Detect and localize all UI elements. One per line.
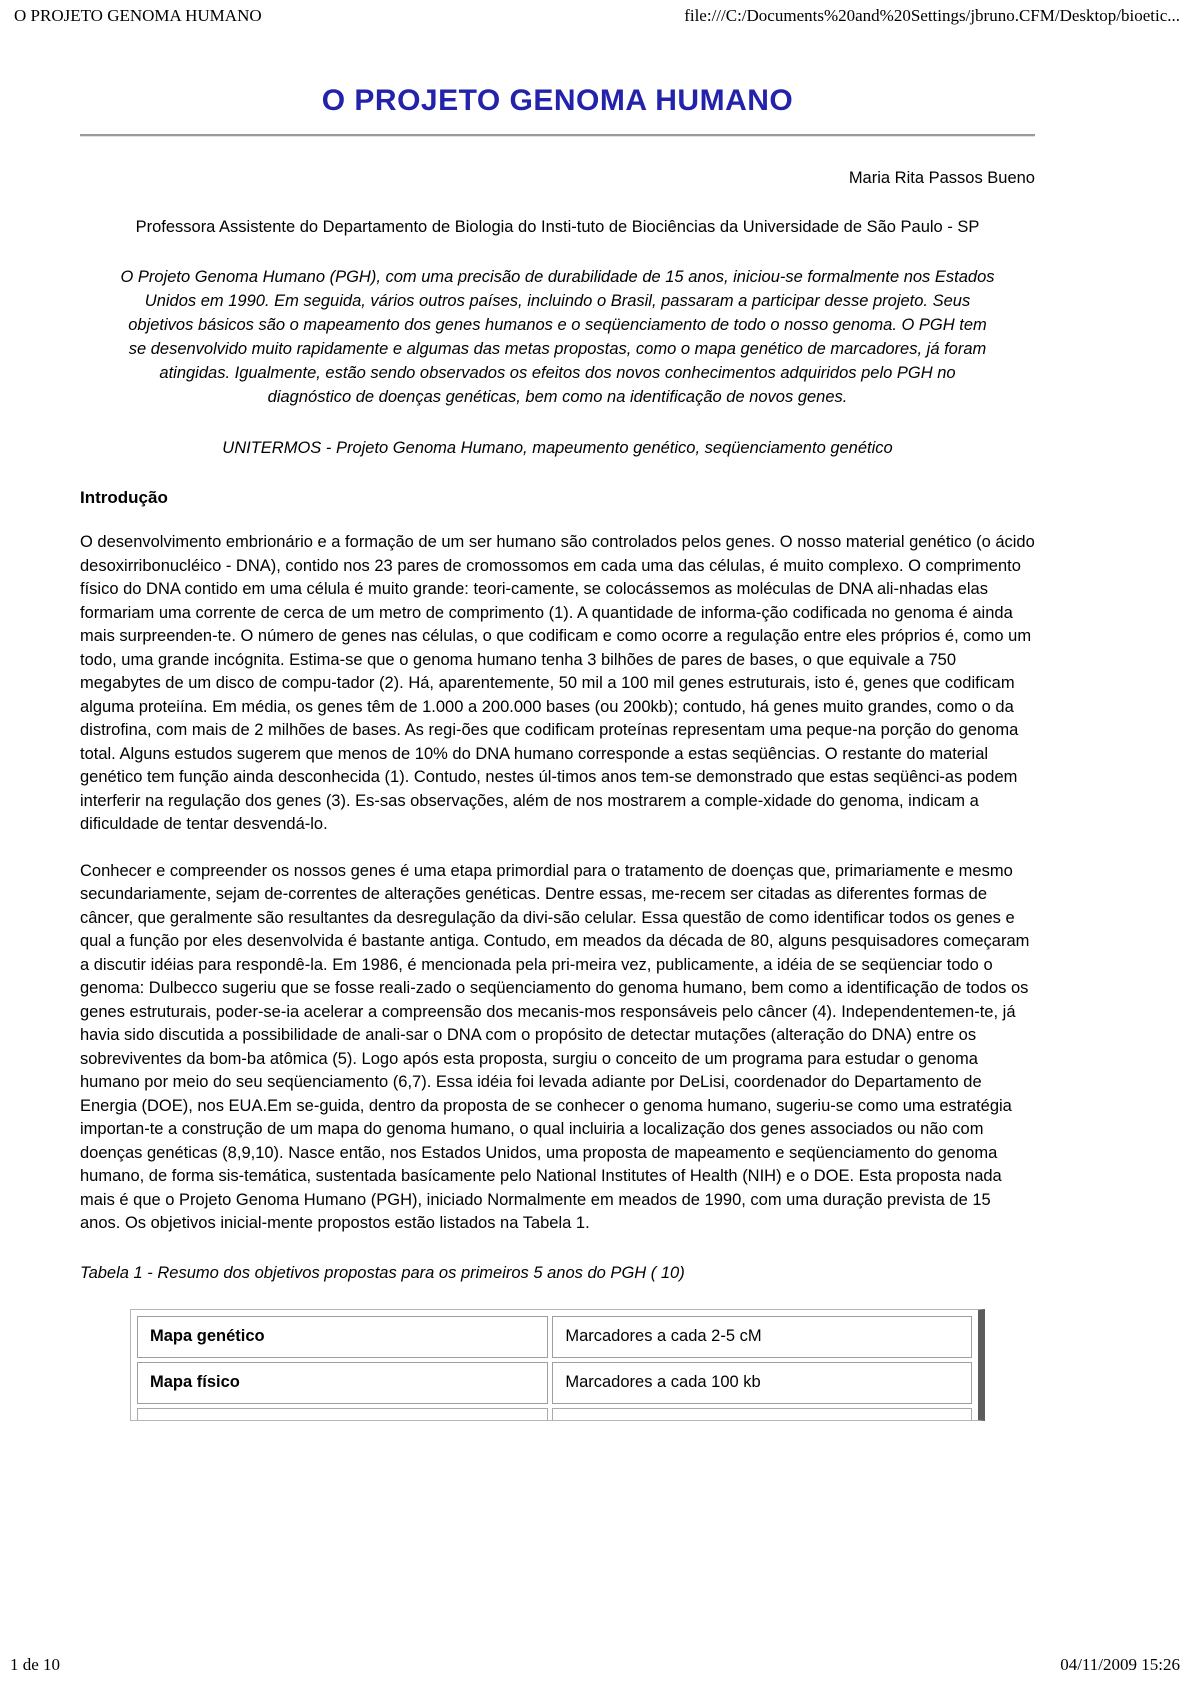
print-header — [14, 6, 1180, 26]
footer-page-number: 1 de 10 — [10, 1655, 61, 1674]
title-divider — [80, 134, 1035, 137]
article-title: O PROJETO GENOMA HUMANO — [321, 84, 794, 117]
table-cell-term — [137, 1408, 548, 1421]
paragraph-2: Conhecer e compreender os nossos genes é uma etapa primordial para o tratamento de doenças que, primariamente e mesmo secundariamente, sejam de-correntes de alterações genéticas. Dentre essas, me-recem ser citadas as diferentes formas de câncer, que geralmente são resultantes da desregulação da divi-são celular. Essa questão de como identificar todos os genes e qual a função por eles desenvolvida é bastante antiga. Contudo, em meados da década de 80, alguns pesquisadores começaram a discutir idéias para respondê-la. Em 1986, é mencionada pela pri-meira vez, publicamente, a idéia de se seqüenciar todo o genoma: Dulbecco sugeriu que se fosse reali-zado o seqüenciamento do genoma humano, bem como a identificação de todos os genes estruturais, poder-se-ia acelerar a compreensão dos mecanis-mos responsáveis pelo câncer (4). Independentemen-te, já havia sido discutida a possibilidade de anali-sar o DNA com o propósito de detectar mutações (alteração do DNA) entre os sobreviventes da bom-ba atômica (5). Logo após esta proposta, surgiu o conceito de um programa para estudar o genoma humano por meio do seu seqüenciamento (6,7). Essa idéia foi levada adiante por DeLisi, coordenador do Departamento de Energia (DOE), nos EUA.Em se-guida, dentro da proposta de se conhecer o genoma humano, sugeriu-se como uma estratégia importan-te a construção de um mapa do genoma humano, o qual incluiria a localização dos genes associados ou não com doenças genéticas (8,9,10). Nasce então, nos Estados Unidos, uma proposta de mapeamento e seqüenciamento do genoma humano, de forma sis-temática, sustentada basícamente pelo National Institutes of Health (NIH) e o DOE. Esta proposta nada mais é que o Projeto Genoma Humano (PGH), iniciado Normalmente em meados de 1990, com uma duração prevista de 15 anos. Os objetivos inicial-mente propostos estão listados na Tabela 1. — [80, 861, 1030, 1232]
table-row — [137, 1316, 972, 1358]
keywords-line: UNITERMOS - Projeto Genoma Humano, mapeumento genético, seqüenciamento genético — [222, 439, 893, 457]
objectives-table-frame — [130, 1309, 985, 1421]
section-heading-introducao: Introdução — [80, 488, 168, 507]
author-name: Maria Rita Passos Bueno — [848, 169, 1035, 187]
author-affiliation: Professora Assistente do Departamento de Biologia do Insti-tuto de Biociências da Universidade de São Paulo - SP — [135, 218, 980, 236]
footer-timestamp: 04/11/2009 15:26 — [1060, 1655, 1180, 1674]
objectives-table — [133, 1312, 976, 1421]
table-caption: Tabela 1 - Resumo dos objetivos propostas para os primeiros 5 anos do PGH ( 10) — [80, 1263, 685, 1282]
table-cell-value: Marcadores a cada 100 kb — [552, 1362, 972, 1404]
print-header-url: file:///C:/Documents%20and%20Settings/jbruno.CFM/Desktop/bioetic... — [684, 6, 1180, 25]
table-cell-term: Mapa físico — [137, 1362, 548, 1404]
paragraph-1: O desenvolvimento embrionário e a formação de um ser humano são controlados pelos genes. O nosso material genético (o ácido desoxirribonucléico - DNA), contido nos 23 pares de cromossomos em cada uma das células, é muito complexo. O comprimento físico do DNA contido em uma célula é muito grande: teori-camente, se colocássemos as moléculas de DNA ali-nhadas elas formariam uma corrente de cerca de um metro de comprimento (1). A quantidade de informa-ção codificada no genoma é ainda mais surpreenden-te. O número de genes nas células, o que codificam e como ocorre a regulação entre eles próprios é, como um todo, uma grande incógnita. Estima-se que o genoma humano tenha 3 bilhões de pares de bases, o que equivale a 750 megabytes de um disco de compu-tador (2). Há, aparentemente, 50 mil a 100 mil genes estruturais, isto é, genes que codificam alguma proteiína. Em média, os genes têm de 1.000 a 200.000 bases (ou 200kb); contudo, há genes muito grandes, como o da distrofina, com mais de 2 milhões de bases. As regi-ões que codificam proteínas representam uma peque-na porção do genoma total. Alguns estudos sugerem que menos de 10% do DNA humano corresponde a estas seqüências. O restante do material genético tem função ainda desconhecida (1). Contudo, nestes úl-timos anos tem-se demonstrado que estas seqüênci-as podem interferir na regulação dos genes (3). Es-sas observações, além de nos mostrarem a comple-xidade do genoma, indicam a dificuldade de tentar desvendá-lo. — [80, 533, 1035, 833]
print-footer — [10, 1655, 1180, 1675]
table-cell-value — [552, 1408, 972, 1421]
table-row-clipped — [137, 1408, 972, 1421]
table-cell-value: Marcadores a cada 2-5 cM — [552, 1316, 972, 1358]
abstract-text: O Projeto Genoma Humano (PGH), com uma precisão de durabilidade de 15 anos, iniciou-se formalmente nos Estados Unidos em 1990. Em seguida, vários outros países, incluindo o Brasil, passaram a participar desse projeto. Seus objetivos básicos são o mapeamento dos genes humanos e o seqüenciamento de todo o nosso genoma. O PGH tem se desenvolvido muito rapidamente e algumas das metas propostas, como o mapa genético de marcadores, já foram atingidas. Igualmente, estão sendo observados os efeitos dos novos conhecimentos adquiridos pelo PGH no diagnóstico de doenças genéticas, bem como na identificação de novos genes. — [120, 268, 995, 406]
print-header-title: O PROJETO GENOMA HUMANO — [14, 6, 262, 25]
table-row — [137, 1362, 972, 1404]
table-cell-term: Mapa genético — [137, 1316, 548, 1358]
